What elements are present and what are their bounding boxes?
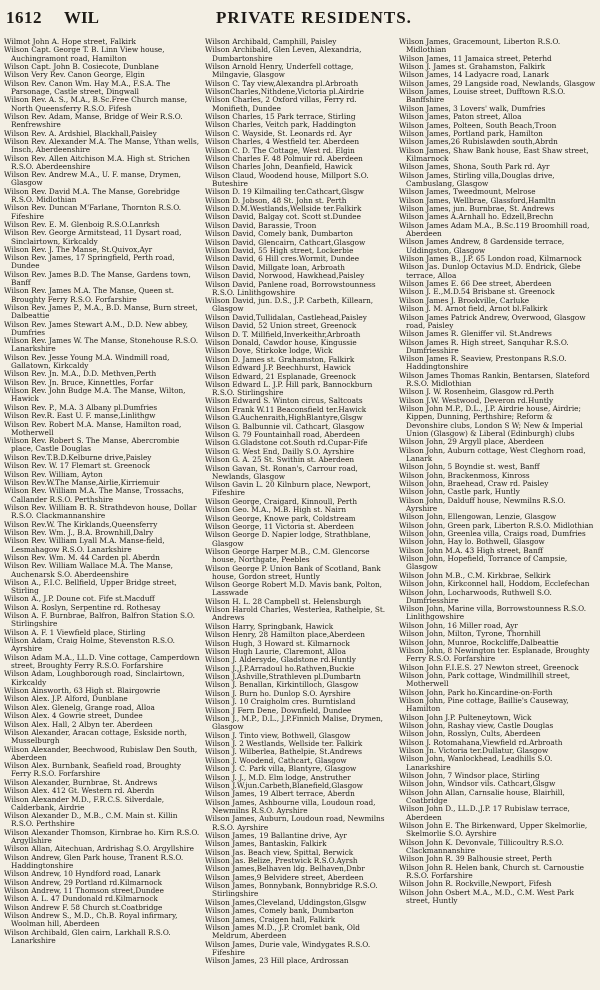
resident-entry: Wilson James R. Gleniffer vil. St.Andrews <box>399 329 552 339</box>
resident-entry: Wilson Rev. David M.A. The Manse, Gorebridge R.S.O. Midlothian <box>4 186 180 204</box>
resident-entry: Wilson John F.I.E.S. 27 Newton street, Greenock <box>399 662 579 672</box>
resident-entry: Wilson J. Burn ho. Dunlop S.O. Ayrshire <box>205 688 351 698</box>
resident-entry: Wilson James, Craigen hall, Falkirk <box>205 914 336 924</box>
resident-entry: Wilson A. Roslyn, Serpentine rd. Rothesay <box>4 602 161 612</box>
resident-entry: Wilson James A.Arnhall ho. Edzell,Brechn <box>399 212 554 222</box>
column-2 <box>205 38 394 986</box>
resident-entry: Wilson Capt. George T. B. Linn View house, Auchingramont road, Hamilton <box>4 45 165 63</box>
resident-entry: Wilson James, Shona, South Park rd. Ayr <box>399 162 550 172</box>
resident-entry: Wilson Dove, Stirkoke lodge, Wick <box>205 346 333 356</box>
resident-entry: Wilson James,26 Rubislawden south,Abrdn <box>399 137 558 147</box>
resident-entry: Wilson Rev. Robert S. The Manse, Abercrombie place, Castle Douglas <box>4 436 180 454</box>
resident-entry: Wilson Andrew, 29 Portland rd.Kilmarnock <box>4 877 163 887</box>
resident-entry: Wilson Rev. George Armitstead, 11 Dysart road, Sinclairtown, Kirkcaldy <box>4 228 182 246</box>
page-header <box>6 8 590 30</box>
resident-entry: Wilson David, Panlene road, Borrowstounness R.S.O. Linlithgowshire <box>205 279 376 297</box>
resident-entry: Wilson Jas. Beach view, Spittal, Berwick <box>205 847 354 857</box>
resident-entry: Wilson Alexander D., M.B., C.M. Main st. Killin R.S.O. Perthshire <box>4 811 178 829</box>
resident-entry: Wilson James, 23 Hill place, Ardrossan <box>205 956 349 966</box>
resident-entry: Wilson James R. High street, Sanquhar R.S.O. Dumfriesshire <box>399 337 569 355</box>
resident-entry: Wilson Rev. William, Ayton <box>4 469 103 479</box>
resident-entry: Wilson George, Knowe park, Coldstream <box>205 513 356 523</box>
resident-entry: Wilson Rev. William B. R. Strathdevon house, Dollar R.S.O. Clackmannanshire <box>4 502 197 521</box>
resident-entry: Wilson John M.P., D.L., J.P. Airdrie house, Airdrie; Kippen, Dunning, Perthshire; Reform & Devonshire clubs, London S W; New & Imperial Union (Glasgow) & Liberal (Edinburgh) clubs <box>399 404 583 438</box>
resident-entry: Wilson John, Munroe, Rockcliffe,Dalbeattie <box>399 637 559 647</box>
resident-entry: Wilson Charles John, Deanfield, Hawick <box>205 162 353 172</box>
resident-entry: Wilson John, Brackenmoss, Kinross <box>399 470 530 480</box>
resident-entry: Wilson James, Bonnybank, Bonnybridge R.S.O. Stirlingshire <box>205 881 378 899</box>
resident-entry: Wilson D. 19 Kilmailing ter.Cathcart,Glsgw <box>205 187 364 197</box>
resident-entry: Wilson John, Park cottage, Windmillhill street, Motherwell <box>399 670 571 689</box>
resident-entry: Wilson Archibald, Glen Leven, Alexandria, Dumbartonshire <box>205 45 362 63</box>
resident-entry: Wilson J.W. Westwood, Deveron rd.Huntly <box>399 395 554 405</box>
header-keyword: WIL <box>64 8 99 27</box>
resident-entry: Wilson C. Tay view,Alexandra pl.Arbroath <box>205 78 359 88</box>
resident-entry: Wilson Adam M.A., LL.D. Vine cottage, Camperdown street, Broughty Ferry R.S.O. Forfarshire <box>4 652 200 671</box>
resident-entry: Wilson J.Ashville,Strathleven pl.Dumbartn <box>205 672 361 682</box>
resident-entry: Wilson Allan, Aitechuan, Ardrishag S.O. Argyllshire <box>4 844 194 854</box>
resident-entry: Wilson John, Auburn cottage, West Cleghorn road, Lanark <box>399 445 586 463</box>
resident-entry: Wilson John, Greenlea villa, Craigs road, Dumfries <box>399 529 586 539</box>
resident-entry: Wilson James, Wellbrae, Glassford,Hamltn <box>399 195 556 205</box>
column-3 <box>399 38 596 986</box>
resident-entry: Wilson Rev.W. The Kirklands,Queensferry <box>4 519 158 529</box>
resident-entry: Wilson Charles, 4 Westfield ter. Aberdeen <box>205 137 360 147</box>
resident-entry: Wilson John, Rashay view, Castle Douglas <box>399 720 554 730</box>
resident-entry: Wilson Jn. Victoria ter.Dullatur, Glasgow <box>399 746 549 756</box>
resident-entry: Wilson John, 16 Miller road, Ayr <box>399 620 518 630</box>
resident-entry: Wilson Rev. J. The Manse, St.Quivox,Ayr <box>4 244 153 254</box>
resident-entry: Wilson G. A. 25 St. Swithin st. Aberdeen <box>205 455 355 465</box>
resident-entry: Wilson Alex. J.P. Alford, Dunblane <box>4 694 128 704</box>
resident-entry: Wilson Harry, Springbank, Hawick <box>205 621 334 631</box>
resident-entry: Wilson John M.A. 43 High street, Banff <box>399 545 543 555</box>
resident-entry: Wilson A., J.P. Doune cot. Fife st.Macduff <box>4 594 155 604</box>
resident-entry: Wilson J. James st. Grahamston, Falkirk <box>399 61 546 71</box>
resident-entry: Wilson James, Portland park, Hamilton <box>399 128 543 138</box>
residents-columns <box>4 38 596 986</box>
resident-entry: Wilson J. 10 Craigholm cres. Burntisland <box>205 697 356 707</box>
resident-entry: Wilson J. Wilberlea, Bathelpie, St.Andrews <box>205 747 362 757</box>
resident-entry: Wilson Rev. James B.D. The Manse, Gardens town, Banff <box>4 269 191 288</box>
resident-entry: Wilson James, Louise street, Dufftown R.S.O. Banffshire <box>399 87 566 105</box>
resident-entry: Wilson David, Comely bank, Dumbarton <box>205 229 353 239</box>
resident-entry: Wilson G. 79 Fountainhall road, Aberdeen <box>205 430 361 440</box>
resident-entry: Wilson David, jun. D.S., J.P. Carbeth, Killearn, Glasgow <box>205 296 374 314</box>
resident-entry: Wilson Rev. Jn. M.A., D.D. Methven,Perth <box>4 369 157 379</box>
resident-entry: Wilson Rev. James Stewart A.M., D.D. New abbey, Dumfries <box>4 319 188 337</box>
resident-entry: Wilson J. 2 Westlands, Wellside ter. Falkirk <box>205 739 363 748</box>
resident-entry: Wilson James, Auburn, Loudoun road, Newmilns R.S.O. Ayrshire <box>205 814 385 832</box>
resident-entry: Wilson Rev. Jn. Bruce, Kinnettles, Forfar <box>4 377 154 387</box>
resident-entry: Wilson John, Pine cottage, Baillie's Causeway, Hamilton <box>399 695 569 714</box>
resident-entry: Wilson David, Norwood, Hawkhead,Paisley <box>205 271 365 281</box>
resident-entry: Wilson J. Benallan, Kirkintilloch, Glasgow <box>205 680 359 690</box>
resident-entry: Wilson David,Tullidalan, Castlehead,Paisley <box>205 312 367 322</box>
resident-entry: Wilson J. Rotomahana,Viewfield rd.Arbroath <box>399 737 563 747</box>
resident-entry: Wilson James,9 Belvidere street, Aberdeen <box>205 872 364 882</box>
resident-entry: Wilson John, Hay lo. Bothwell, Glasgow <box>399 537 545 547</box>
resident-entry: Wilson John R. Rockville,Newport, Fifesh <box>399 879 552 889</box>
resident-entry: Wilson Alex. Hall, 2 Albyn ter. Aberdeen <box>4 719 153 729</box>
resident-entry: Wilson J. M. Arnot field, Arnot bl.Falkirk <box>399 304 548 314</box>
resident-entry: Wilson Rev. James M.A. The Manse, Queen st. Broughty Ferry R.S.O. Forfarshire <box>4 286 174 304</box>
resident-entry: Wilson Rev. A. Ardshiel, Blackhall,Paisley <box>4 128 157 138</box>
resident-entry: Wilmot John A. Hope street, Falkirk <box>4 38 136 46</box>
resident-entry: Wilson John, Green park, Liberton R.S.O. Midlothian <box>399 520 594 530</box>
resident-entry: Wilson C. D. The Cottage, West rd. Elgin <box>205 145 355 155</box>
resident-entry: Wilson Rev. E. M. Glenboig R.S.O.Lanrksh <box>4 219 160 229</box>
resident-entry: Wilson David, 52 Union street, Greenock <box>205 321 357 331</box>
resident-entry: Wilson J. W. Rosenheim, Glasgow rd.Perth <box>399 387 555 397</box>
resident-entry: Wilson Rev. James, 17 Springfield, Perth road, Dundee <box>4 253 175 271</box>
resident-entry: Wilson Alexander Thomson, Kirnbrae ho. Kirn R.S.O. Argyllshire <box>4 827 200 845</box>
resident-entry: Wilson A. F. 1 Viewfield place, Stirling <box>4 627 146 637</box>
resident-entry: Wilson Andrew S., M.D., Ch.B. Royal infirmary, Woolman hill, Aberdeen <box>4 911 178 929</box>
resident-entry: Wilson George P. Union Bank of Scotland, Bank house, Gordon street, Huntly <box>205 563 381 581</box>
resident-entry: Wilson G.Auchenraith,HighBlantyre,Glsgw <box>205 413 363 423</box>
resident-entry: Wilson John R. 39 Balhousie street, Perth <box>399 854 552 864</box>
resident-entry: Wilson John E. The Birkenward, Upper Skelmorlie, Skelmorlie S.O. Ayrshire <box>399 821 588 839</box>
resident-entry: Wilson Andrew, Glen Park house, Tranent R.S.O. Haddingtonshire <box>4 852 184 870</box>
resident-entry: Wilson James, Paton street, Alloa <box>399 112 522 122</box>
resident-entry: Wilson Rev. Canon Wm. Hay M.A., F.S.A. The Parsonage, Castle street, Dingwall <box>4 78 171 96</box>
column-1 <box>4 38 200 986</box>
resident-entry: Wilson John, Windsor vils. Cathcart,Glsgw <box>399 779 556 789</box>
resident-entry: Wilson James, jun. Burnbrae, St. Andrews <box>399 204 555 214</box>
resident-entry: Wilson John, Braehead, Craw rd. Paisley <box>399 478 549 488</box>
resident-entry: Wilson James J. Brookville, Carluke <box>399 295 530 305</box>
resident-entry: Wilson J. Woodend, Cathcart, Glasgow <box>205 755 347 765</box>
resident-entry: Wilson James R. Seaview, Prestonpans R.S.O. Haddingtonshire <box>399 354 567 372</box>
resident-entry: Wilson David, Balgay cot. Scott st.Dundee <box>205 212 361 222</box>
resident-entry: Wilson John, 7 Windsor place, Stirling <box>399 771 540 781</box>
resident-entry: Wilson James, 29 Langside road, Newlands, Glasgow <box>399 78 596 88</box>
resident-entry: Wilson Charles, Veitch park, Haddington <box>205 120 356 130</box>
resident-entry: Wilson John Osbert M.A., M.D., C.M. West Park street, Huntly <box>399 887 574 905</box>
resident-entry: Wilson Edward, 21 Esplanade, Greenock <box>205 371 356 381</box>
resident-entry: Wilson Rev. William M.A. The Manse, Trossachs, Callander R.S.O. Perthshire <box>4 486 184 504</box>
resident-entry: Wilson Edward S. Winton circus, Saltcoats <box>205 396 363 406</box>
resident-entry: Wilson George Robert M.D. Mavis bank, Polton, Lasswade <box>205 580 382 598</box>
resident-entry: Wilson Rev. James P., M.A., B.D. Manse, Burn street, Dalbeattie <box>4 303 198 321</box>
resident-entry: Wilson Rev. Allen Aitchison M.A. High st. Strichen R.S.O. Aberdeenshire <box>4 153 190 171</box>
resident-entry: Wilson J Fern Dene, Downfield, Dundee <box>205 705 352 715</box>
resident-entry: Wilson John, Park ho.Kincardine-on-Forth <box>399 687 553 697</box>
resident-entry: Wilson James, 14 Ladyacre road, Lanark <box>399 70 549 80</box>
resident-entry: Wilson John D., LL.D.,J.P. 17 Rubislaw terrace, Aberdeen <box>399 804 570 822</box>
resident-entry: Wilson Charles, 15 Park terrace, Stirling <box>205 111 356 121</box>
resident-entry: Wilson G.Gladstone cot.South rd.Cupar-Fife <box>205 438 368 448</box>
resident-entry: Wilson David, Barassie, Troon <box>205 220 317 230</box>
resident-entry: Wilson James, Comely bank, Dumbarton <box>205 906 354 916</box>
resident-entry: Wilson J. E.,M.D.54 Brisbane st. Greenock <box>399 287 555 297</box>
resident-entry: Wilson Charles F. 48 Polmuir rd. Aberdeen <box>205 153 363 163</box>
resident-entry: Wilson Edward L. J.P. Hill park, Bannockburn R.S.O. Stirlingshire <box>205 379 373 398</box>
resident-entry: Wilson David, 55 High street, Lockerbie <box>205 246 354 256</box>
resident-entry: Wilson John, Locharwoods, Ruthwell S.O. Dumfriesshire <box>399 587 552 605</box>
resident-entry: Wilson Rev. Adam, Manse, Bridge of Weir R.S.O. Renfrewshire <box>4 111 183 130</box>
resident-entry: Wilson Jas. Belize, Prestwick R.S.O.Ayrsh <box>205 856 358 866</box>
resident-entry: Wilson James, Durie vale, Windygates R.S.O. Fifeshire <box>205 939 371 957</box>
resident-entry: Wilson Edward J.P. Beechhurst, Hawick <box>205 363 351 373</box>
resident-entry: Wilson Charles, 2 Oxford villas, Ferry rd. Monifieth, Dundee <box>205 95 357 113</box>
resident-entry: Wilson Geo. M.A., M.B. High st. Nairn <box>205 505 347 515</box>
resident-entry: Wilson J.W.jun.Carbeth,Blanefield,Glasgow <box>205 780 363 790</box>
resident-entry: Wilson James, Tweedmount, Melrose <box>399 187 536 197</box>
resident-entry: Wilson James, Polteen, South Beach,Troon <box>399 120 557 130</box>
resident-entry: Wilson Claud, Woodend house, Millport S.O. Buteshire <box>205 170 369 188</box>
resident-entry: Wilson James, 11 Jamaica street, Peterhd <box>399 53 552 63</box>
resident-entry: Wilson John J.P. Pulteneytown, Wick <box>399 712 532 722</box>
resident-entry: Wilson J.,J.P.Arradoul ho.Rathven,Buckie <box>205 663 355 673</box>
resident-entry: Wilson J. Tinto view, Bothwell, Glasgow <box>205 730 351 740</box>
resident-entry: Wilson James,Belhaven ldg. Belhaven,Dnbr <box>205 864 365 874</box>
resident-entry: Wilson Ainsworth, 63 High st. Blairgowrie <box>4 686 161 696</box>
resident-entry: Wilson James, 3 Lovers' walk, Dumfries <box>399 103 546 113</box>
resident-entry: Wilson Rev. A. S., M.A., B.Sc.Free Church manse, North Queensferry R.S.O. Fifesh <box>4 95 188 113</box>
resident-entry: Wilson John, 8 Newington ter. Esplanade, Broughty Ferry R.S.O. Forfarshire <box>399 645 590 664</box>
resident-entry: Wilson Hugh Laurie, Claremont, Alloa <box>205 646 346 656</box>
resident-entry: Wilson David, Millgate loan, Arbroath <box>205 262 345 272</box>
resident-entry: Wilson James, Ashbourne villa, Loudoun road, Newmilns R.S.O. Ayrshire <box>205 797 376 815</box>
resident-entry: Wilson James Thomas Rankin, Bentarsen, Slateford R.S.O. Midlothian <box>399 370 590 388</box>
resident-entry: Wilson John, Milton, Tyrone, Thornhill <box>399 629 541 639</box>
resident-entry: Wilson Gavan, St. Ronan's, Carrour road, Newlands, Glasgow <box>205 463 358 481</box>
resident-entry: Wilson Rev.R. East U. F. manse,Linlithgw <box>4 411 156 421</box>
resident-entry: Wilson Capt. John B. Cosiecote, Dunblane <box>4 61 159 71</box>
resident-entry: Wilson John M.B., C.M. Kirkbrae, Selkirk <box>399 570 551 580</box>
resident-entry: Wilson A. L. 47 Dundonald rd.Kilmarnock <box>4 894 158 904</box>
resident-entry: Wilson Arnold Henry, Underfell cottage, Milngavie, Glasgow <box>205 61 354 80</box>
resident-entry: Wilson John, Hopefield, Torrance of Campsie, Glasgow <box>399 554 568 572</box>
resident-entry: Wilson Andrew F. 58 Church st.Coatbridge <box>4 902 163 912</box>
resident-entry: Wilson Rev. Alexander M.A. The Manse, Ythan wells, Insch, Aberdeenshire <box>4 136 200 155</box>
resident-entry: Wilson C. Wayside, St. Leonards rd. Ayr <box>205 128 352 138</box>
resident-entry: Wilson Rev.W.The Manse,Airlie,Kirriemuir <box>4 477 160 487</box>
resident-entry: Wilson James,Cleveland, Uddingston,Glsgw <box>205 897 367 907</box>
resident-entry: Wilson David, Glencairn, Cathcart,Glasgow <box>205 237 366 247</box>
resident-entry: Wilson Alex. 412 Gt. Western rd. Aberdn <box>4 786 155 796</box>
resident-entry: Wilson D. James st. Grahamston, Falkirk <box>205 354 355 364</box>
resident-entry: Wilson George Harper M.B., C.M. Glencorse house, Northgate, Peebles <box>205 546 370 565</box>
resident-entry: Wilson Gavin L. 20 Kilnburn place, Newport, Fifeshire <box>205 480 371 498</box>
resident-entry: Wilson Rev. John Budge M.A. The Manse, Wilton, Hawick <box>4 386 186 404</box>
resident-entry: Wilson D.M.Westlands,Wellside ter.Falkirk <box>205 204 362 214</box>
resident-entry: Wilson G. Balbunnie vil. Cathcart, Glasgow <box>205 421 365 431</box>
resident-entry: Wilson James, Stirling villa,Douglas drive, Cambuslang, Glasgow <box>399 170 555 188</box>
resident-entry: Wilson John Allan, Carnsalie house, Blairhill, Coatbridge <box>399 787 565 806</box>
resident-entry: WilsonCharles,Nithdene,Victoria pl.Airdrie <box>205 86 364 96</box>
resident-entry: Wilson Rev. W. 17 Flemart st. Greenock <box>4 461 150 471</box>
resident-entry: Wilson Rev. Wm. M. 44 Carden pl. Aberdn <box>4 552 160 562</box>
resident-entry: Wilson A., F.I.C. Bellfield, Upper Bridge street, Stirling <box>4 577 177 596</box>
resident-entry: Wilson Archibald, Camphill, Paisley <box>205 38 337 46</box>
resident-entry: Wilson Jas. Dunlop Octavius M.D. Endrick, Glebe terrace, Alloa <box>399 262 581 280</box>
resident-entry: Wilson D. T. Millfield,Inverkeithr,Arbroath <box>205 329 361 339</box>
resident-entry: Wilson James M.D., J.P. Cromlet bank, Old Meldrum, Aberdeen <box>205 923 360 941</box>
resident-entry: Wilson Alexander, Aracan cottage, Eskside north, Musselburgh <box>4 727 187 746</box>
resident-entry: Wilson Alex. 4 Gowrie street, Dundee <box>4 711 143 721</box>
resident-entry: Wilson Henry, 28 Hamilton place,Aberdeen <box>205 630 365 640</box>
resident-entry: Wilson Rev. William Lyall M.A. Manse-field, Lesmahagow R.S.O. Lanarkshire <box>4 536 165 554</box>
resident-entry: Wilson Rev. Jesse Young M.A. Windmill road, Gallatown, Kirkcaldy <box>4 352 170 371</box>
resident-entry: Wilson James Adam M.A., B.Sc.119 Broomhill road, Aberdeen <box>399 220 590 239</box>
resident-entry: Wilson Frank W.11 Beaconsfield ter.Hawick <box>205 404 367 414</box>
resident-entry: Wilson John, Wanlockhead, Leadhills S.O. Lanarkshire <box>399 754 553 772</box>
resident-entry: Wilson George, Craigard, Kinnoull, Perth <box>205 496 358 506</box>
resident-entry: Wilson A. F. Burnbrae, Balfron, Balfron Station S.O. Stirlingshire <box>4 611 195 629</box>
resident-entry: Wilson James, Gracemount, Liberton R.S.O. Midlothian <box>399 38 561 55</box>
resident-entry: Wilson George D. Napier lodge, Strathblane, Glasgow <box>205 530 371 548</box>
page-number: 1612 <box>6 8 42 27</box>
resident-entry: Wilson Alex. Burnbank, Seafield road, Broughty Ferry R.S.O. Forfarshire <box>4 761 181 779</box>
resident-entry: Wilson John R. Helen bank, Church st. Carnoustie R.S.O. Forfarshire <box>399 862 584 880</box>
resident-entry: Wilson Alexander, Beechwood, Rubislaw Den South, Aberdeen <box>4 744 198 762</box>
resident-entry: Wilson Rev. Robert M.A. Manse, Hamilton road, Motherwell <box>4 419 182 437</box>
resident-entry: Wilson John, Castle park, Huntly <box>399 487 520 497</box>
resident-entry: Wilson John, Marine villa, Borrowstounness R.S.O. Linlithgowshire <box>399 604 587 622</box>
resident-entry: Wilson James Patrick Andrew, Overwood, Glasgow road, Paisley <box>399 312 586 330</box>
resident-entry: Wilson David, 6 Hill cres.Wormit, Dundee <box>205 254 360 264</box>
resident-entry: Wilson J. J., M.D. Elm lodge, Anstruther <box>205 772 351 782</box>
resident-entry: Wilson J. Aldersyde, Gladstone rd.Huntly <box>205 655 356 665</box>
resident-entry: Wilson Very Rev. Canon George, Elgin <box>4 70 145 80</box>
resident-entry: Wilson Rev. William Wallace M.A. The Manse, Auchenarsk S.O. Aberdeenshire <box>4 561 173 579</box>
resident-entry: Wilson Rev. Wm. J., B.A. Brownhill,Dalry <box>4 527 154 537</box>
resident-entry: Wilson John, Ellengowan, Lenzie, Glasgow <box>399 512 557 522</box>
resident-entry: Wilson Alexander M.D., F.R.C.S. Silverdale, Calderbank, Airdrie <box>4 794 165 812</box>
resident-entry: Wilson Hugh, 3 Howard st. Kilmarnock <box>205 638 350 648</box>
resident-entry: Wilson James B., J.P. 65 London road, Kilmarnock <box>399 254 582 264</box>
resident-entry: Wilson Andrew, 11 Thomson street,Dundee <box>4 886 164 896</box>
resident-entry: Wilson Donald, Cawdor house, Kingussie <box>205 337 357 347</box>
resident-entry: Wilson Rev. P., M.A. 3 Albany pl.Dumfries <box>4 402 158 412</box>
resident-entry: Wilson Andrew, 10 Hyndford road, Lanark <box>4 869 161 879</box>
resident-entry: Wilson James, Shaw Bank house, East Shaw street, Kilmarnock <box>399 145 589 163</box>
resident-entry: Wilson Archibald, Glen cairn, Larkhall R.S.O. Lanarkshire <box>4 927 171 946</box>
resident-entry: Wilson Rev. Andrew M.A., U. F. manse, Drymen, Glasgow <box>4 170 182 188</box>
resident-entry: Wilson John, Dalduff house, Newmilns R.S.O. Ayrshire <box>399 495 566 513</box>
resident-entry: Wilson James, Bantaskin, Falkirk <box>205 839 327 849</box>
resident-entry: Wilson Rev.T.B.D.Kelburne drive,Paisley <box>4 452 152 462</box>
resident-entry: Wilson James, 19 Ballantine drive, Ayr <box>205 830 347 840</box>
resident-entry: Wilson J., M.P., D.L., J.P.Finnich Malise, Drymen, Glasgow <box>205 714 383 732</box>
resident-entry: Wilson H. L. 28 Campbell st. Helensburgh <box>205 596 362 606</box>
resident-entry: Wilson Alex. Glenelg, Grange road, Alloa <box>4 702 155 712</box>
resident-entry: Wilson John, Rosslyn, Cults, Aberdeen <box>399 729 541 739</box>
resident-entry: Wilson John, Kirkconnel hall, Hoddom, Ecclefechan <box>399 579 590 589</box>
resident-entry: Wilson Adam, Loughborough road, Sinclairtown, Kirkcaldy <box>4 669 185 687</box>
resident-entry: Wilson George, 11 Victoria st. Aberdeen <box>205 521 354 531</box>
resident-entry: Wilson G. West End, Dailly S.O. Ayrshire <box>205 446 355 456</box>
resident-entry: Wilson J. C. Park villa, Blantyre, Glasgow <box>205 764 357 774</box>
resident-entry: Wilson John, 5 Boyndie st. west, Banff <box>399 462 540 472</box>
resident-entry: Wilson D. Jobson, 48 St. John st. Perth <box>205 195 347 205</box>
resident-entry: Wilson John K. Devonvale, Tillicoultry R.S.O. Clackmannanshire <box>399 837 564 855</box>
resident-entry: Wilson Adam, Craig Holme, Stevenston R.S.O. Ayrshire <box>4 636 175 654</box>
resident-entry: Wilson Rev. Duncan M'Farlane, Thornton R.S.O. Fifeshire <box>4 203 182 221</box>
resident-entry: Wilson John, 29 Argyll place, Aberdeen <box>399 437 544 447</box>
resident-entry: Wilson Rev. James W. The Manse, Stonehouse R.S.O. Lanarkshire <box>4 336 199 354</box>
resident-entry: Wilson Harold Charles, Westerlea, Rathelpie, St. Andrews <box>205 605 386 623</box>
page-title: PRIVATE RESIDENTS. <box>216 8 412 27</box>
resident-entry: Wilson Alexander, Burnbrae, St. Andrews <box>4 777 158 787</box>
resident-entry: Wilson James Andrew, 8 Gardenside terrace, Uddingston, Glasgow <box>399 237 565 255</box>
resident-entry: Wilson James, 19 Albert terrace, Aberdn <box>205 789 355 799</box>
resident-entry: Wilson James E. 66 Dee street, Aberdeen <box>399 279 552 289</box>
